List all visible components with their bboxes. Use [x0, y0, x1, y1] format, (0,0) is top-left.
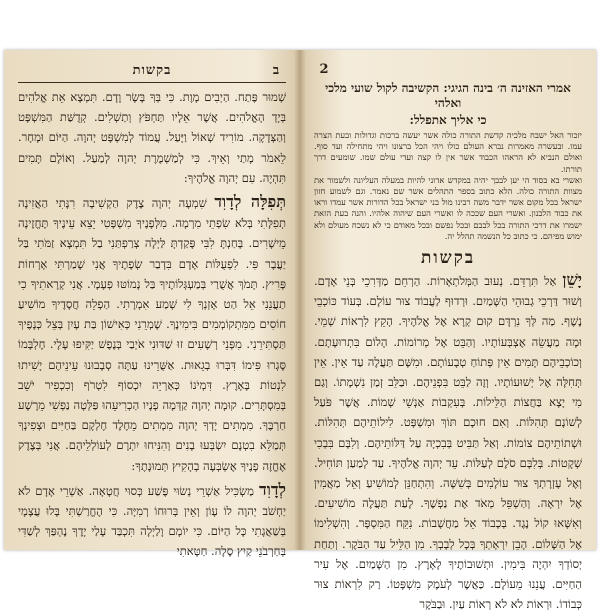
- page-header: [18, 62, 286, 78]
- psalm-paragraph: [18, 480, 286, 562]
- section-title: בקשות: [420, 248, 476, 269]
- running-title: בקשות: [132, 63, 172, 78]
- open-book: [4, 50, 596, 612]
- commentary-block: יזכור האל ישבח מלכיה קדשת התורה כולה אשר יעשה ברכות וגדולות ובעת הצרה עמו. ובעשרה מאמרות נברא העולם כולו ויהי הכל ברצונו ויהי מתחילה ועד סוף. ואולם הנביא לא הראהו הכבוד אשר אין לו קצה ועדי עולם שמו. שומעים דרך תורתו.: [314, 130, 582, 174]
- left-page: [4, 50, 300, 559]
- paragraph-text: שִׁמְעָה יְהוָה צֶדֶק הַקְשִׁיבָה רִנָּתִי הַאֲזִינָה תְפִלָּתִי בְּלֹא שִׂפְתֵי מִרְמָה. מִלְּפָנֶיךָ מִשְׁפָּטִי יֵצֵא עֵינֶיךָ תֶּחֱזֶינָה מֵישָׁרִים. בָּחַנְתָּ לִבִּי פָּקַדְתָּ לַּיְלָה צְרַפְתַּנִי בַל תִּמְצָא זַמֹּתִי בַּל יַעֲבָר פִּי. לִפְעֻלּוֹת אָדָם בִּדְבַר שְׂפָתֶיךָ אֲנִי שָׁמַרְתִּי אָרְחוֹת פָּרִיץ. תָּמֹךְ אֲשֻׁרַי בְּמַעְגְּלוֹתֶיךָ בַּל נָמוֹטּוּ פְעָמָי. אֲנִי קְרָאתִיךָ כִי תַעֲנֵנִי אֵל הַט אָזְנְךָ לִי שְׁמַע אִמְרָתִי. הַפְלֵה חֲסָדֶיךָ מוֹשִׁיעַ חוֹסִים מִמִּתְקוֹמְמִים בִּימִינֶךָ. שָׁמְרֵנִי כְּאִישׁוֹן בַּת עָיִן בְּצֵל כְּנָפֶיךָ תַּסְתִּירֵנִי. מִפְּנֵי רְשָׁעִים זוּ שַׁדּוּנִי אֹיְבַי בְּנֶפֶשׁ יַקִּיפוּ עָלָי. חֶלְבָּמוֹ סָּגְרוּ פִּימוֹ דִּבְּרוּ בְגֵאוּת. אַשֻּׁרֵינוּ עַתָּה סְבָבוּנוּ עֵינֵיהֶם יָשִׁיתוּ לִנְטוֹת בָּאָרֶץ. דִּמְיֹנוֹ כְּאַרְיֵה יִכְסוֹף לִטְרֹף וְכִכְפִיר יֹשֵׁב בְּמִסְתָּרִים. קוּמָה יְהוָה קַדְּמָה פָנָיו הַכְרִיעֵהוּ פַּלְּטָה נַפְשִׁי מֵרָשָׁע חַרְבֶּךָ. מִמְתִים יָדְךָ יְהוָה מִמְתִים מֵחֶלֶד חֶלְקָם בַּחַיִּים וּצְפִינְךָ תְּמַלֵּא בִטְנָם יִשְׂבְּעוּ בָנִים וְהִנִּיחוּ יִתְרָם לְעוֹלְלֵיהֶם. אֲנִי בְּצֶדֶק אֶחֱזֶה פָנֶיךָ אֶשְׂבְּעָה בְהָקִיץ תְּמוּנָתֶךָ:: [18, 196, 286, 473]
- page-number: 2: [319, 62, 329, 77]
- paragraph-text: מַשְׂכִּיל אַשְׁרֵי נְשׂוּי פֶּשַׁע כְּסוּי חֲטָאָה. אַשְׁרֵי אָדָם לֹא יַחְשֹׁב יְהוָה לוֹ עָוֹן וְאֵין בְּרוּחוֹ רְמִיָּה. כִּי הֶחֱרַשְׁתִּי בָּלוּ עֲצָמָי בְּשַׁאֲגָתִי כָּל הַיּוֹם. כִּי יוֹמָם וָלַיְלָה תִּכְבַּד עָלַי יָדֶךָ נֶהְפַּךְ לְשַׁדִּי בְּחַרְבֹנֵי קַיִץ סֶלָה. חַטָּאתִי: [18, 483, 286, 559]
- page-header: [314, 62, 582, 77]
- page-letter: ב: [272, 63, 280, 78]
- main-paragraph: [314, 270, 582, 614]
- opening-verse: אמרי האזינה ה׳ בינה הגיגי: הקשיבה לקול שועי מלכי ואלהי: [325, 81, 571, 110]
- header-rule: [18, 82, 286, 83]
- psalm-paragraph: [18, 192, 286, 476]
- commentary-block: ואשרי בא בסוד הי יען לבבך יהיה במקדש אדוני להיות במעלה העליונה ולשמור את מצוות התורה כולה. הלא כתוב בספר התהלים אשר שם נאמר. וגם לשמוע חזון ישראל בכל מקום אשר ידבר משה רבינו מול בני ישראל בכל הדורות אשר עמדו וראו את כבוד הלבנון. ואשרי העם שככה לו ואשרי העם שיהוה אלהיו. והנה בעת הזאת ישמרו את דרכי התורה בכל לבבם ובכל נפשם ובכל מאודם כי לא נשכח מעולם ולא ימוש מפיהם. כי כתוב כל הנשמה תהלל יה.: [314, 174, 582, 241]
- paragraph-lead: לְדָוִד: [259, 479, 286, 499]
- paragraph-text: אַל תִּרְדֵּם. נְעוּב הַמְּלֹתְאָרוֹת. הַרְחֵם מַדְּרִכֵי בְּנֵי אָדָם. וְשׁוּר דַּרְכֵי גְבוּהֵי הַשָּׁמַיִם. וּרְדוּף לַעֲבוֹד צוּר עוֹלָם. בְּעוֹד כּוֹכְבֵי נֶשֶׁף. מַה לְּךָ נִרְדָּם קוּם קְרָא אֶל אֱלֹהֶיךָ. הָקֵץ לִרְאוֹת שְׁמֵי. וּמָה מַעֲשֵׂה אֶצְבְּעוֹתָיו. וְהַבֵּט אֶל מְרוֹמוֹת. הָלוֹם בִּתְרוּעָתָם. וְכוֹכְבֵיהֶם תָּמִים אֵין פְּתוֹחַ טְבָעוֹתָם. וּמִשָּׁם תַּעֲלֶה עַד אֵין. אֵין תְּחִלָּה אֶל יְשׁוּעוֹתָיו. וְזֶה לַבֵּט בִּפְנֵיהֶם. וּבַלֵּב זְמַן נִשְׁמָתוֹ. וְגַם מִי יָצָא בַּחֲצוֹת הַלֵּילוֹת. בְּעִקְבוֹת אַנְשֵׁי שְׁמוֹת. אֲשֶׁר פֹּעַל לְשׁוֹנָם תְּהִלּוֹת. וְאִם חוּכָם תּוֹךְ וּמִשְׁפָּט. לִילוֹתֵיהֶם תְּהִלּוֹת. וּשְׁתוֹתֵיהֶם צוֹמוֹת. וְאַל תַּבִּיט בְּבִכְיָה עַל דַּלּוֹתֵיהֶם. וְלִבָּם בִּבְכִי שְׁקָטוֹת. בְּלִבָּם סֹלֶם לְעַלּוֹת. עֵד יְהוָה אֱלֹהֶיךָ. עַד לְמַעַן תּוֹחִיל. וְאֶל עָזְרָתְךָ צוּר עוֹלָמִים בְּשִׁשָּׁה. וְהִתְחַנֵּן לְמוֹשִׁיעַ וְאֵל מַאֲמִין אֶל יִרְאָה. וְהַשְׁפֵּל מְאֹד אֶת נַפְשֶׁךָ. לָעַת תַּעֲלֶה מוֹשִׁיעִים. וְאִשָּׁאוּ קוֹל נֶגֶד. בְּכָבוֹד אֵל מַחֲשָׁבוֹת. נִקֵּח הַמִּסְפָּר. וְהִשְׁלִימוֹ אֶל הַשָּׁלוֹם. הָבֵן יִרְאָתְךָ בְּכָל לְבָבְךָ. מִן הַלֵּיל עַד הַבֹּקֶר. וְתַחַת יְסוֹדְךָ יִהְיֶה בִּימִין. וּתְשׁוּבוֹתֶיךָ לָאָרֶץ. מִן הַשָּׁמַיִם. אֶל עִיר הַחַיִּים. עֲנֵנוּ מֵעוֹלָם. כַּאֲשֶׁר לְעֹמֶק מִשְׁפָּטוֹ. רַק לִרְאוֹת צוּר כְּבוֹדוֹ. וּרְאוֹת לֹא לֹא רְאוֹת עַיִן. וּבַבֹּקֶר: [314, 274, 582, 612]
- right-page: [300, 50, 596, 612]
- paragraph-lead: תְּפִלָּה לְדָוִד: [214, 192, 287, 212]
- opening-verse-end: כי אליך אתפלל:: [409, 113, 487, 127]
- paragraph-lead: יָשֵׁן: [562, 270, 582, 290]
- book-gutter: [294, 50, 306, 550]
- text-block: שְׁמוּר פֶּתַח. הַיְבִים מָוֶת. כִּי בְּךָ בָּשָׂר וָדָם. תִּמְצָא אֵת אֱלֹהִים בְּיָדְ הָאֱלֹהִים. אֲשֶׁר אֵלָיו תַּחְפֹּץ וְתַשְׁלִים. קְדֻשַּׁת הַמִּשְׁפָּט וְהַצְּדָקָה. מוֹרִיד שְׁאוֹל וַיָּעַל. עֲמוֹד לְמִשְׁפָּט יְהוָה. הַיּוֹם וּמָחָר. לֵאמֹר מָתַי וְאֵיךְ. כִּי לְמַשְׁמֶרֶת יְהוָה לְמַעַל. וְאוֹלָם תָּמִים תִּהְיֶה. עִם יְהוָה אֱלֹהֶיךָ:: [18, 90, 286, 185]
